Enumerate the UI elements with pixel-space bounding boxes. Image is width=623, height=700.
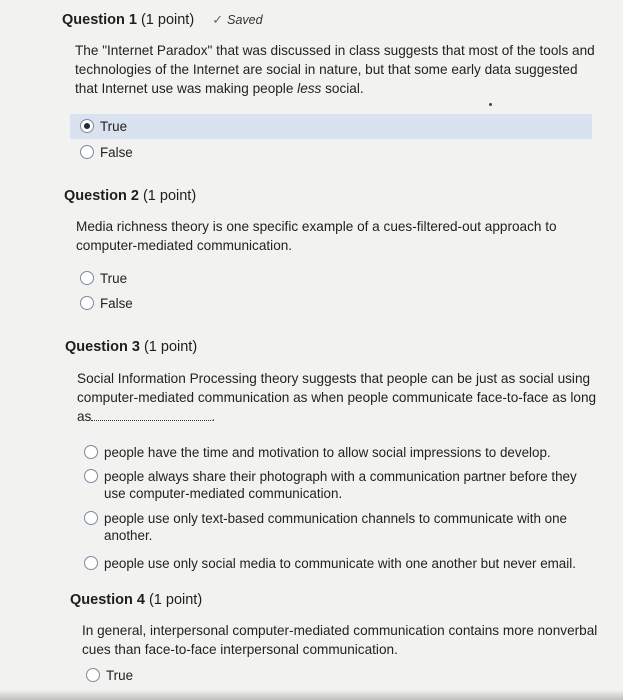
q1-option-false[interactable]: False bbox=[80, 144, 133, 161]
radio-icon[interactable] bbox=[80, 145, 94, 159]
radio-icon[interactable] bbox=[86, 668, 100, 682]
question-3-points: (1 point) bbox=[143, 339, 198, 355]
radio-icon[interactable] bbox=[84, 511, 98, 525]
radio-selected-icon[interactable] bbox=[80, 119, 94, 133]
question-1-header bbox=[62, 12, 263, 28]
cursor-dot bbox=[489, 103, 492, 106]
question-1-title: Question 1 bbox=[62, 12, 137, 28]
fill-in-blank bbox=[91, 411, 211, 421]
question-4-prompt: In general, interpersonal computer-mediated communication contains more nonverbal cues than face-to-face interpersonal communication. bbox=[82, 623, 598, 657]
screen-edge-shadow bbox=[0, 690, 623, 700]
question-3-title: Question 3 bbox=[65, 339, 140, 355]
selected-option-highlight bbox=[70, 114, 592, 139]
radio-icon[interactable] bbox=[84, 469, 98, 483]
question-2-header bbox=[64, 188, 196, 204]
question-4-title: Question 4 bbox=[70, 592, 145, 608]
radio-icon[interactable] bbox=[80, 271, 94, 285]
question-2-points: (1 point) bbox=[142, 188, 197, 204]
q3-option-c[interactable]: people use only text-based communication channels to communicate with one another. bbox=[84, 510, 584, 544]
question-3-prompt: Social Information Processing theory suggests that people can be just as social using computer-mediated communication as when people communicate face-to-face as long as . bbox=[77, 371, 597, 424]
question-4-points: (1 point) bbox=[148, 592, 203, 608]
radio-icon[interactable] bbox=[84, 445, 98, 459]
question-3-header bbox=[65, 339, 197, 355]
radio-icon[interactable] bbox=[84, 556, 98, 570]
saved-status: ✓ Saved bbox=[212, 12, 263, 27]
q3-option-b[interactable]: people always share their photograph with a communication partner before they use computer-mediated communication. bbox=[84, 468, 584, 502]
checkmark-icon: ✓ bbox=[212, 12, 224, 27]
question-2-title: Question 2 bbox=[64, 188, 139, 204]
q4-option-true[interactable]: True bbox=[86, 667, 133, 684]
q2-option-true[interactable]: True bbox=[80, 270, 127, 287]
radio-icon[interactable] bbox=[80, 296, 94, 310]
q1-option-true[interactable]: True bbox=[80, 118, 127, 135]
question-1-prompt: The "Internet Paradox" that was discussed in class suggests that most of the tools and technologies of the Internet are social in nature, but that some early data suggested that Internet use was making people less social. bbox=[75, 43, 595, 96]
q3-option-d[interactable]: people use only social media to communicate with one another but never email. bbox=[84, 555, 584, 572]
question-4-header bbox=[70, 592, 202, 608]
q2-option-false[interactable]: False bbox=[80, 295, 133, 312]
question-1-points: (1 point) bbox=[140, 12, 195, 28]
q3-option-a[interactable]: people have the time and motivation to allow social impressions to develop. bbox=[84, 444, 584, 461]
question-2-prompt: Media richness theory is one specific example of a cues-filtered-out approach to computer-mediated communication. bbox=[76, 219, 557, 253]
